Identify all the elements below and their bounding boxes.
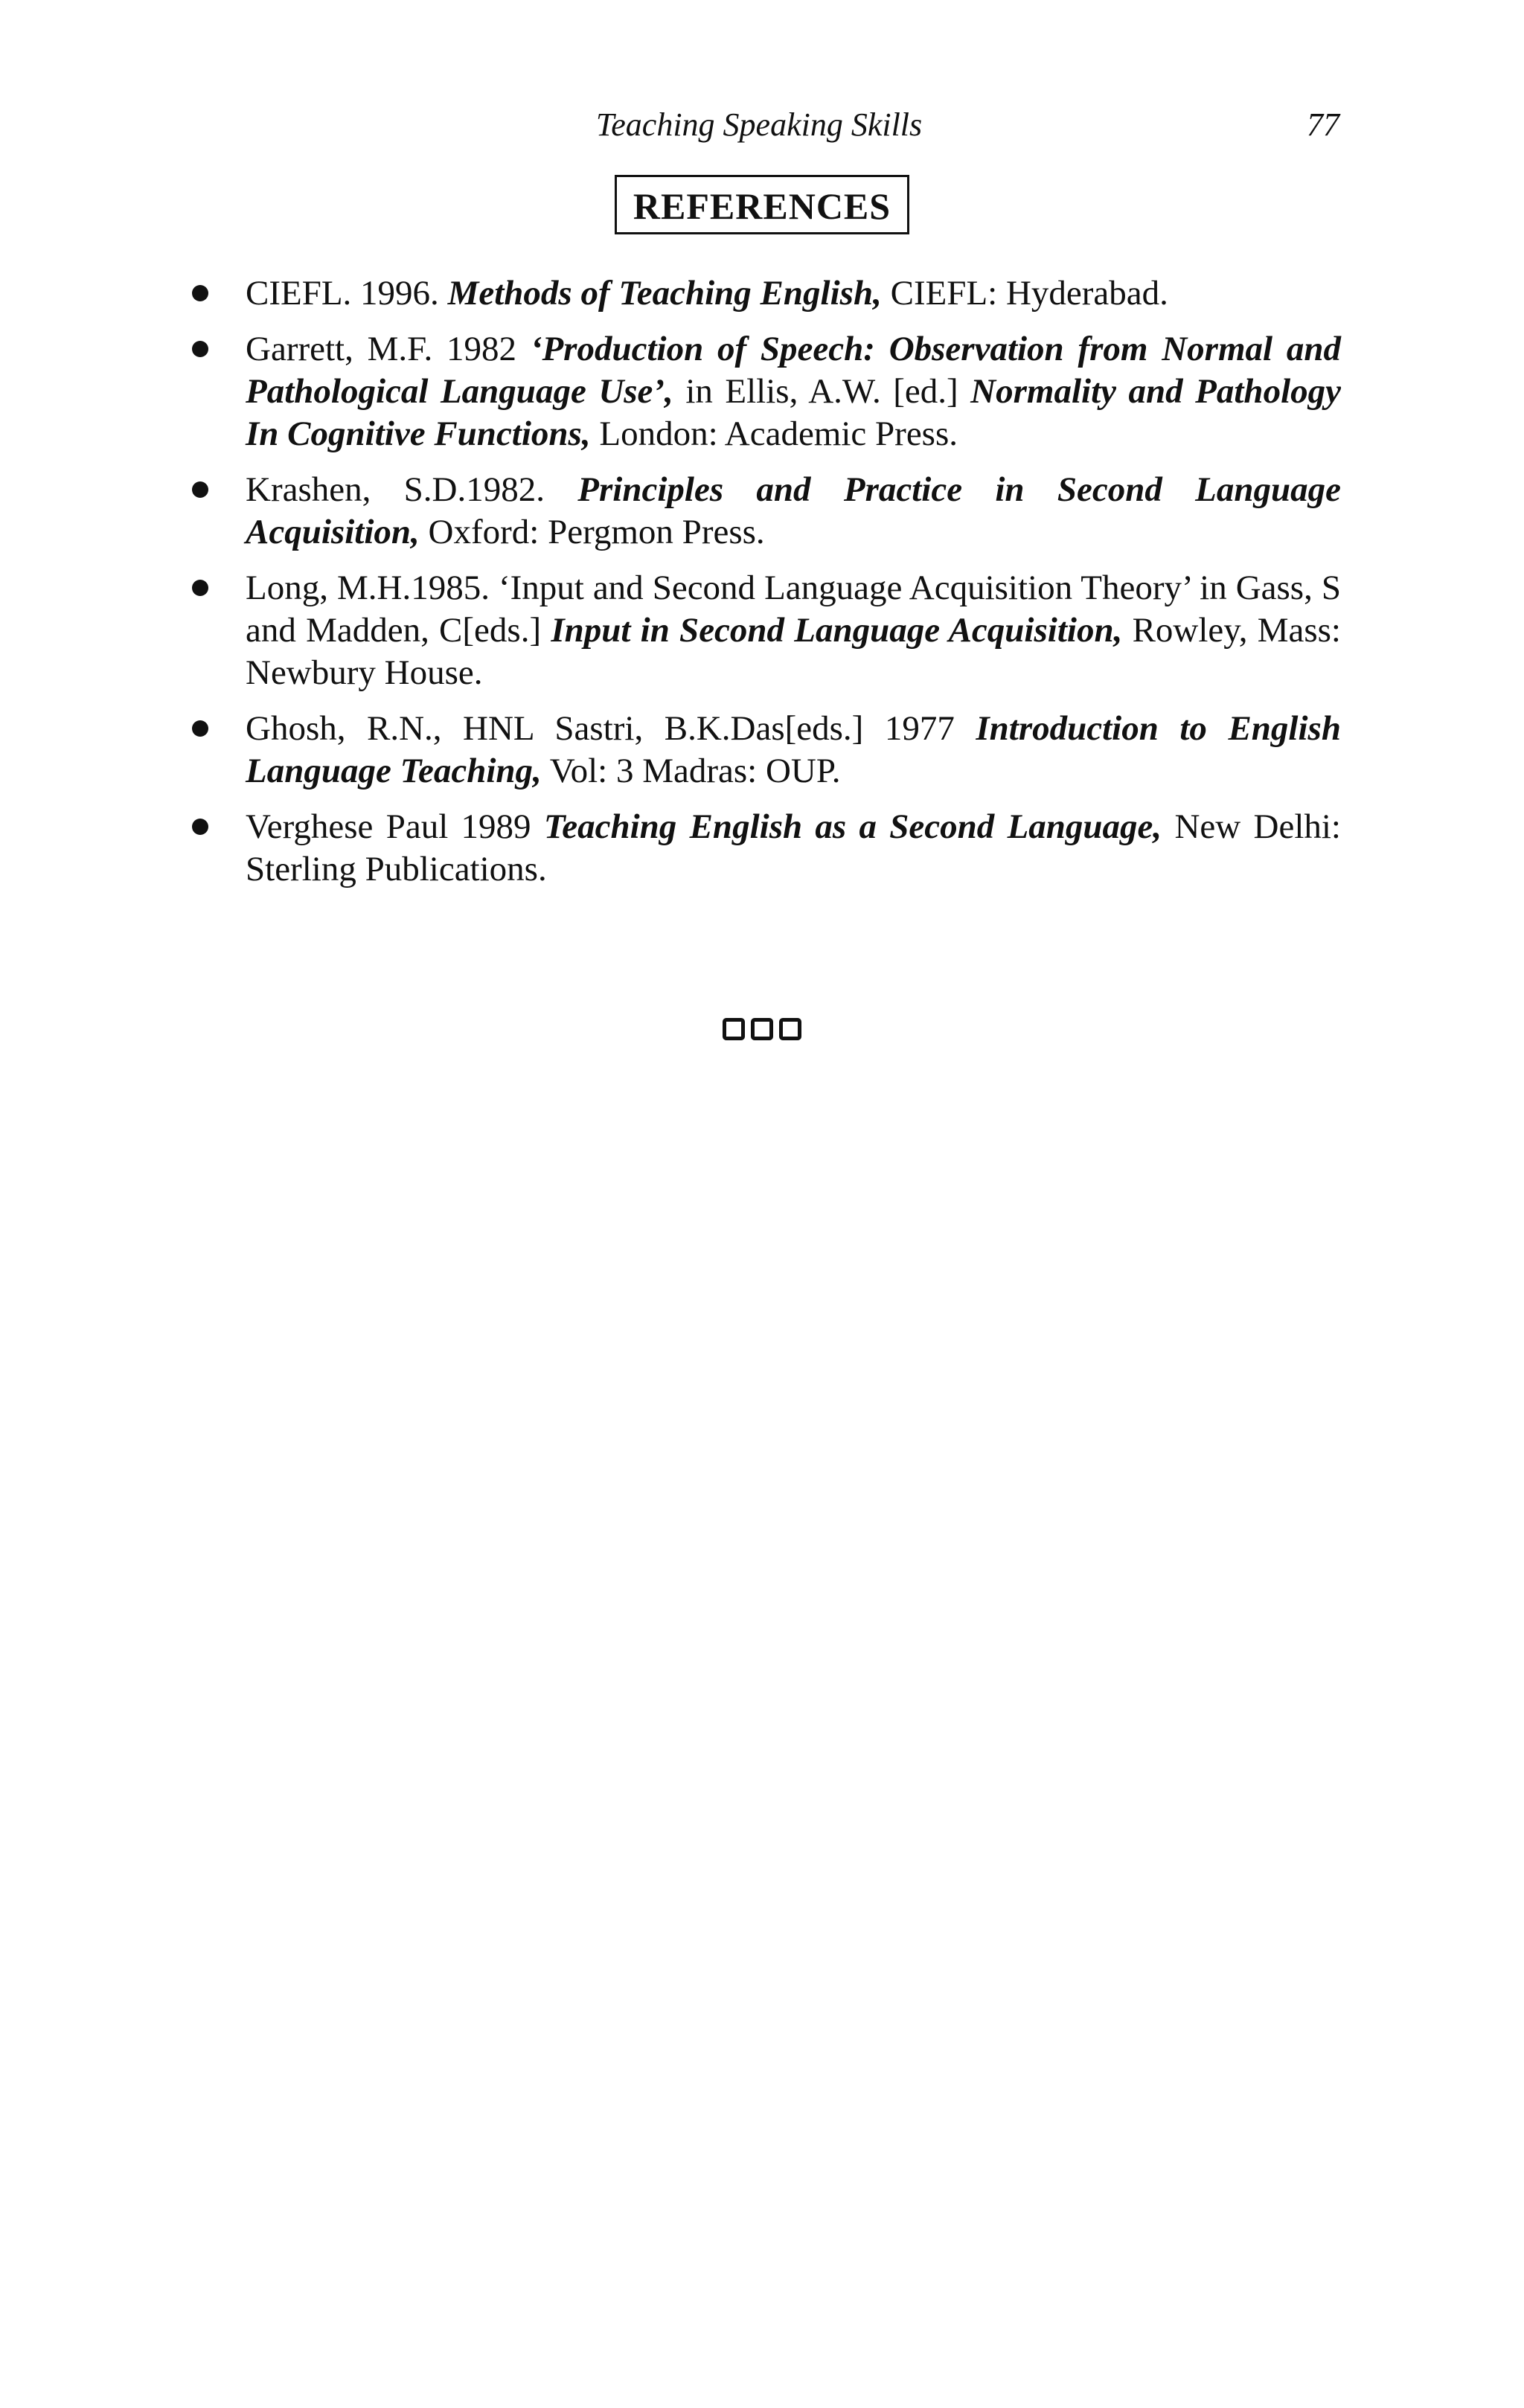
references-heading-wrap — [0, 175, 1524, 234]
page-number: 77 — [1307, 106, 1339, 143]
reference-item — [246, 328, 1341, 455]
reference-text: Garrett, M.F. 1982 — [246, 330, 531, 368]
bullet-icon — [192, 580, 208, 596]
running-head — [179, 103, 1339, 147]
reference-item — [246, 272, 1341, 315]
end-mark-square-icon — [723, 1018, 745, 1040]
reference-title: Principles and Practice in Second Language Acquisition, — [246, 470, 1342, 551]
reference-text: Krashen, S.D.1982. — [246, 470, 578, 509]
reference-item — [246, 806, 1341, 891]
reference-text: in Ellis, A.W. [ed.] — [673, 372, 971, 411]
reference-title: Methods of Teaching English, — [447, 274, 882, 313]
reference-title: Normality and Pathology In Cognitive Functions, — [246, 372, 1341, 453]
reference-text: Verghese Paul 1989 — [246, 807, 544, 846]
reference-text: CIEFL: Hyderabad. — [881, 274, 1168, 313]
reference-text: Long, M.H.1985. ‘Input and Second Language Acquisition Theory’ in Gass, S and Madden, C[eds.] — [246, 569, 1341, 650]
reference-text: Vol: 3 Madras: OUP. — [541, 752, 841, 790]
reference-text: London: Academic Press. — [590, 414, 958, 453]
end-mark-icon — [0, 1018, 1524, 1044]
bullet-icon — [192, 819, 208, 835]
reference-item — [246, 708, 1341, 792]
reference-title: Introduction to English Language Teaching, — [246, 709, 1341, 790]
reference-text: Rowley, Mass: Newbury House. — [246, 611, 1341, 692]
reference-title: ‘Production of Speech: Observation from Normal and Pathological Language Use’, — [246, 330, 1341, 411]
end-mark-square-icon — [779, 1018, 801, 1040]
bullet-icon — [192, 720, 208, 737]
reference-text: CIEFL. 1996. — [246, 274, 448, 313]
reference-text: New Delhi: Sterling Publications. — [246, 807, 1341, 888]
reference-text: Ghosh, R.N., HNL Sastri, B.K.Das[eds.] 1977 — [246, 709, 976, 748]
reference-title: Input in Second Language Acquisition, — [551, 611, 1123, 650]
bullet-icon — [192, 341, 208, 357]
bullet-icon — [192, 285, 208, 301]
reference-item — [246, 469, 1341, 554]
reference-list — [246, 272, 1341, 904]
running-title: Teaching Speaking Skills — [595, 106, 923, 143]
reference-title: Teaching English as a Second Language, — [543, 807, 1162, 846]
references-heading: REFERENCES — [615, 175, 909, 234]
bullet-icon — [192, 481, 208, 498]
reference-item — [246, 567, 1341, 694]
end-mark-square-icon — [751, 1018, 773, 1040]
reference-text: Oxford: Pergmon Press. — [419, 513, 765, 551]
